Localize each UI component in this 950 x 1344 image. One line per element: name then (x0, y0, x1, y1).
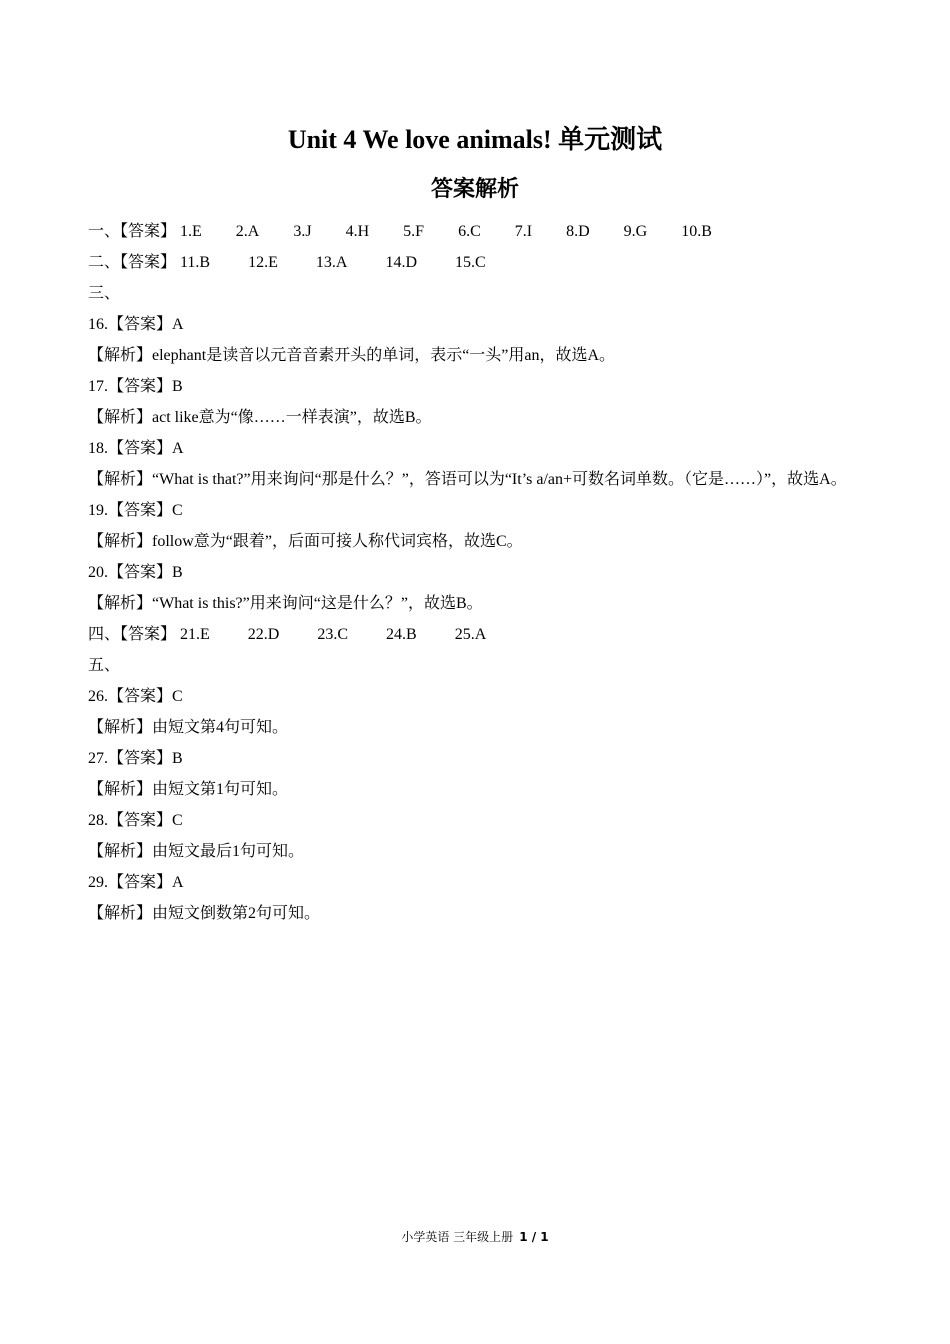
answer-item: 21.E (180, 626, 210, 643)
answer-item: 9.G (623, 223, 648, 240)
answer-item: 25.A (454, 626, 487, 643)
answer-item: 2.A (235, 223, 260, 240)
document-title: Unit 4 We love animals! 单元测试 (287, 125, 663, 154)
answer-item: 4.H (345, 223, 370, 240)
answer-item: 6.C (458, 223, 481, 240)
question-answer: 18.【答案】A (88, 440, 184, 457)
section-3-heading: 三、 (88, 285, 121, 302)
question-answer: 26.【答案】C (88, 688, 183, 705)
section-4-answers (88, 619, 863, 650)
question-analysis: 【解析】“What is this?”用来询问“这是什么？”，故选B。 (88, 595, 483, 612)
document-subtitle: 答案解析 (430, 176, 519, 201)
section-2-prefix: 二、【答案】 (88, 254, 177, 271)
footer-text: 小学英语 三年级上册 (401, 1230, 514, 1244)
answer-content (88, 216, 863, 929)
question-answer: 28.【答案】C (88, 812, 183, 829)
answer-item: 3.J (293, 223, 312, 240)
section-1-prefix: 一、【答案】 (88, 223, 177, 240)
answer-item: 12.E (248, 254, 278, 271)
answer-item: 15.C (455, 254, 486, 271)
page-number: 1 / 1 (519, 1230, 549, 1244)
page-footer (0, 1228, 950, 1246)
question-analysis: 【解析】由短文第1句可知。 (88, 781, 289, 798)
answer-item: 8.D (566, 223, 590, 240)
question-answer: 17.【答案】B (88, 378, 183, 395)
answer-item: 5.F (403, 223, 425, 240)
question-analysis: 【解析】由短文最后1句可知。 (88, 843, 305, 860)
answer-item: 14.D (385, 254, 417, 271)
question-answer: 27.【答案】B (88, 750, 183, 767)
answer-item: 11.B (180, 254, 211, 271)
question-answer: 19.【答案】C (88, 502, 183, 519)
section-1-answers (88, 216, 863, 247)
answer-item: 23.C (317, 626, 349, 643)
question-analysis: 【解析】由短文第4句可知。 (88, 719, 289, 736)
answer-item: 1.E (180, 223, 202, 240)
answer-item: 22.D (247, 626, 280, 643)
question-analysis: 【解析】由短文倒数第2句可知。 (88, 905, 321, 922)
question-analysis: 【解析】elephant是读音以元音音素开头的单词，表示“一头”用an，故选A。 (88, 347, 616, 364)
answer-item: 10.B (681, 223, 712, 240)
answer-item: 7.I (514, 223, 533, 240)
answer-item: 13.A (315, 254, 348, 271)
question-answer: 29.【答案】A (88, 874, 184, 891)
question-answer: 16.【答案】A (88, 316, 184, 333)
question-analysis: 【解析】“What is that?”用来询问“那是什么？”，答语可以为“It’s a/an+可数名词单数。（它是……）”，故选A。 (88, 471, 847, 488)
question-analysis: 【解析】act like意为“像……一样表演”，故选B。 (88, 409, 432, 426)
section-5-heading: 五、 (88, 657, 121, 674)
question-analysis: 【解析】follow意为“跟着”，后面可接人称代词宾格，故选C。 (88, 533, 523, 550)
question-answer: 20.【答案】B (88, 564, 183, 581)
answer-item: 24.B (386, 626, 417, 643)
section-4-prefix: 四、【答案】 (88, 626, 177, 643)
section-2-answers (88, 247, 863, 278)
